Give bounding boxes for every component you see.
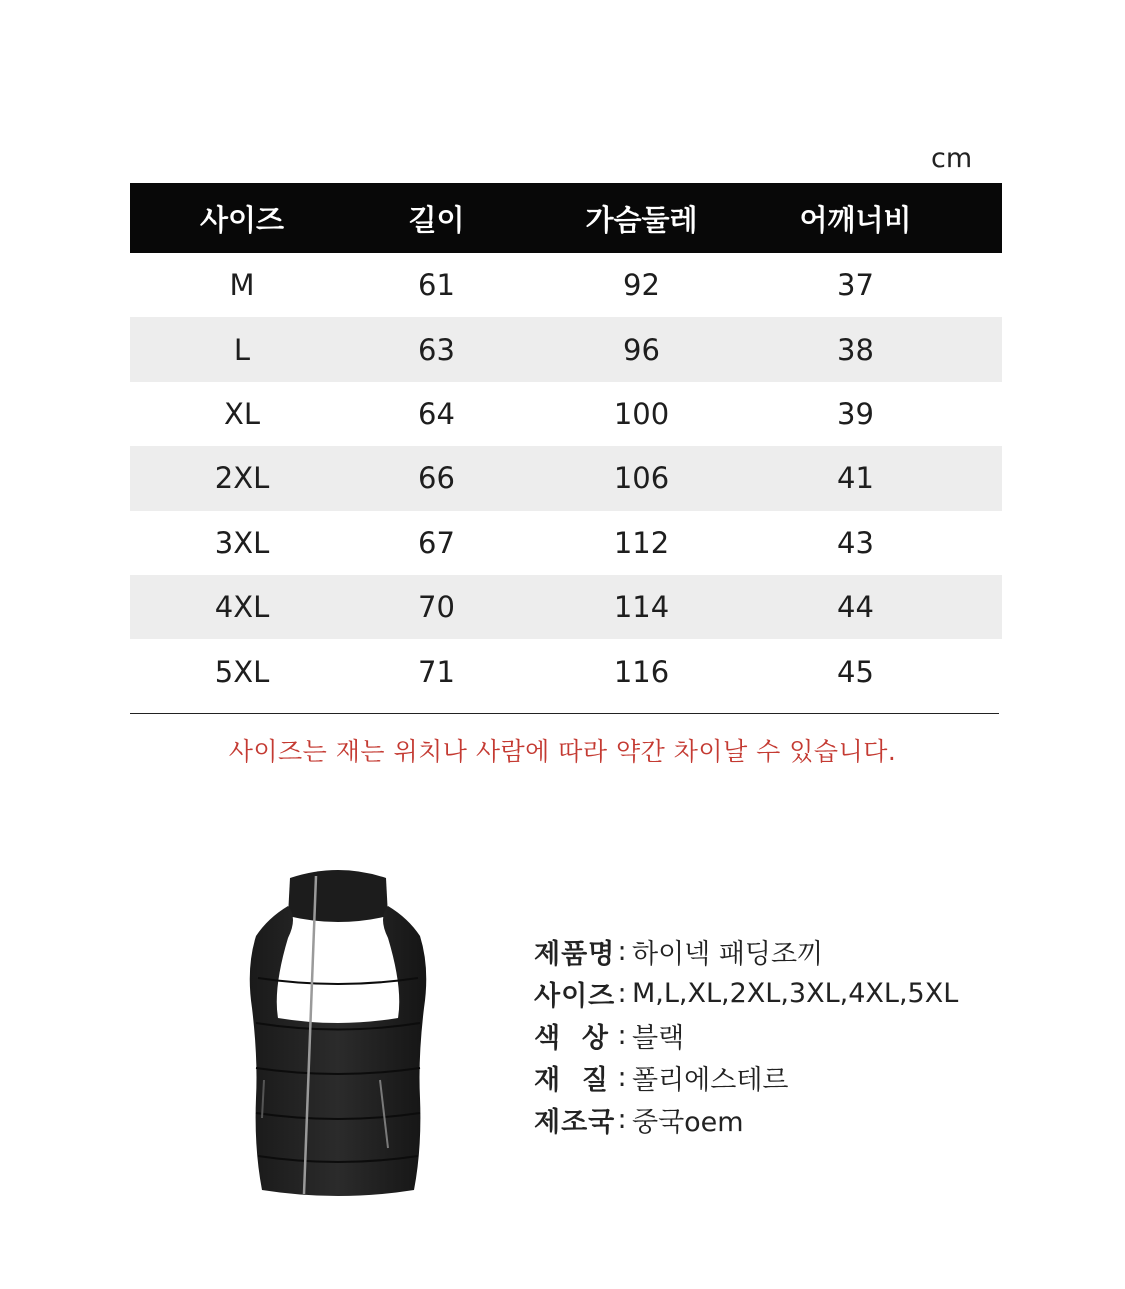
spec-label: 제품명 — [534, 938, 616, 970]
cell-length: 63 — [418, 332, 455, 367]
table-row — [130, 639, 1002, 703]
cell-size: 3XL — [214, 525, 270, 560]
cell-size: M — [229, 268, 255, 303]
spec-row-product-name — [534, 930, 958, 972]
cell-length: 67 — [418, 525, 455, 560]
cell-length: 66 — [418, 461, 455, 496]
cell-chest: 116 — [613, 654, 670, 689]
size-notice: 사이즈는 재는 위치나 사람에 따라 약간 차이날 수 있습니다. — [228, 737, 897, 766]
table-row — [130, 253, 1002, 317]
spec-value: M,L,XL,2XL,3XL,4XL,5XL — [632, 977, 959, 1009]
cell-chest: 96 — [623, 332, 660, 367]
table-row — [130, 446, 1002, 510]
cell-shoulder: 37 — [837, 268, 874, 303]
cell-shoulder: 39 — [837, 396, 874, 431]
cell-chest: 114 — [613, 590, 670, 625]
cell-shoulder: 38 — [837, 332, 874, 367]
cell-length: 71 — [418, 654, 455, 689]
cell-length: 70 — [418, 590, 455, 625]
spec-label: 색 상 — [534, 1022, 609, 1054]
spec-separator: : — [617, 977, 627, 1009]
table-row — [130, 511, 1002, 575]
cell-size: XL — [223, 396, 261, 431]
cell-length: 61 — [418, 268, 455, 303]
cell-shoulder: 41 — [837, 461, 874, 496]
cell-size: 4XL — [214, 590, 270, 625]
spec-value: 하이넥 패딩조끼 — [632, 938, 824, 970]
spec-label: 사이즈 — [534, 980, 616, 1012]
divider — [130, 713, 999, 714]
cell-chest: 100 — [613, 396, 670, 431]
spec-row-material — [534, 1056, 958, 1098]
spec-label: 재 질 — [534, 1064, 609, 1096]
cell-size: 2XL — [214, 461, 270, 496]
spec-separator: : — [617, 1103, 627, 1135]
vest-product-image — [238, 858, 438, 1198]
table-row — [130, 575, 1002, 639]
table-row — [130, 382, 1002, 446]
spec-row-sizes — [534, 972, 958, 1014]
unit-label: cm — [931, 143, 973, 174]
cell-chest: 106 — [613, 461, 670, 496]
size-table-header — [130, 183, 1002, 253]
spec-value: 폴리에스테르 — [632, 1064, 789, 1096]
product-specs — [534, 930, 958, 1140]
cell-size: L — [233, 332, 251, 367]
spec-row-color — [534, 1014, 958, 1056]
table-row — [130, 317, 1002, 381]
cell-shoulder: 43 — [837, 525, 874, 560]
cell-chest: 92 — [623, 268, 660, 303]
header-length: 길이 — [408, 202, 465, 237]
spec-label: 제조국 — [534, 1106, 616, 1138]
spec-row-origin — [534, 1098, 958, 1140]
spec-value: 중국oem — [632, 1106, 744, 1138]
cell-chest: 112 — [613, 525, 670, 560]
size-table — [130, 183, 1002, 704]
spec-separator: : — [617, 935, 627, 967]
cell-shoulder: 45 — [837, 654, 874, 689]
header-shoulder: 어깨너비 — [799, 202, 912, 237]
spec-separator: : — [617, 1061, 627, 1093]
cell-shoulder: 44 — [837, 590, 874, 625]
spec-value: 블랙 — [632, 1022, 685, 1054]
header-size: 사이즈 — [199, 202, 285, 237]
cell-length: 64 — [418, 396, 455, 431]
cell-size: 5XL — [214, 654, 270, 689]
header-chest: 가슴둘레 — [585, 202, 698, 237]
spec-separator: : — [617, 1019, 627, 1051]
